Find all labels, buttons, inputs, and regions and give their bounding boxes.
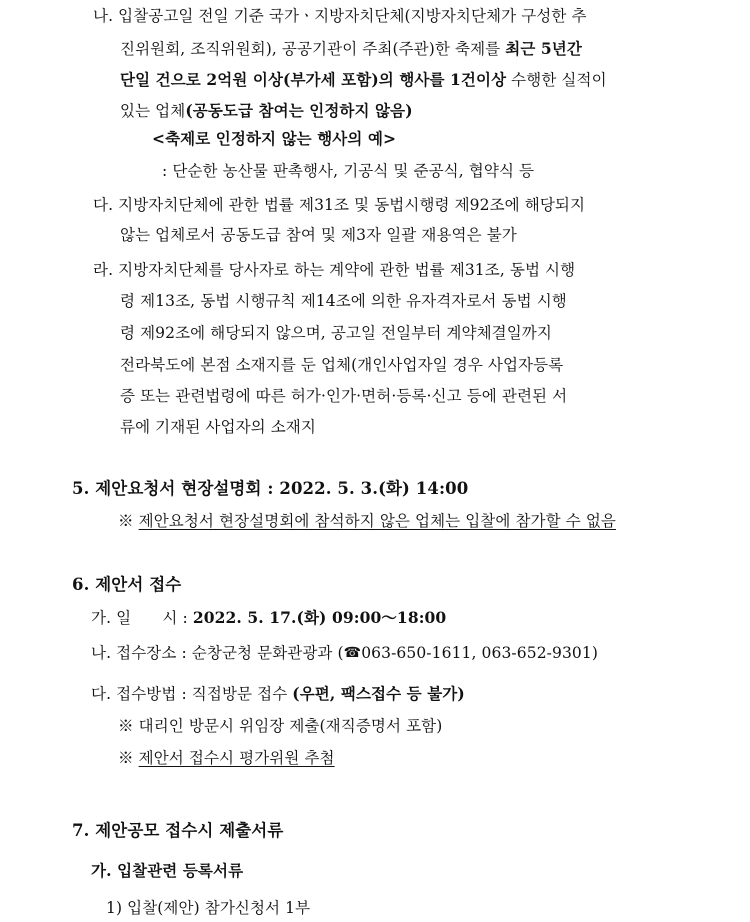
phone-icon: ☎ bbox=[343, 645, 362, 661]
section6-note1-text: 대리인 방문시 위임장 제출(재직증명서 포함) bbox=[138, 717, 443, 735]
section-na-text1: 입찰공고일 전일 기준 국가ㆍ지방자치단체(지방자치단체가 구성한 추 bbox=[118, 7, 587, 25]
section-na-line2 bbox=[120, 38, 582, 60]
section-da-text1: 지방자치단체에 관한 법률 제31조 및 동법시행령 제92조에 해당되지 bbox=[118, 196, 586, 214]
section-ra-marker: 라. bbox=[93, 261, 114, 279]
section-ra-line4: 전라북도에 본점 소재지를 둔 업체(개인사업자일 경우 사업자등록 bbox=[120, 356, 564, 374]
section-na-text3: 단일 건으로 2억원 이상(부가세 포함)의 행사를 1건이상 bbox=[120, 70, 507, 89]
section7-item1: 1) 입찰(제안) 참가신청서 1부 bbox=[106, 899, 311, 917]
section5-note bbox=[118, 510, 616, 532]
section-ra-text1: 지방자치단체를 당사자로 하는 계약에 관한 법률 제31조, 동법 시행 bbox=[118, 261, 576, 279]
section6-da bbox=[91, 683, 465, 705]
section-na-text2a: 진위원회, 조직위원회), 공공기관이 주최(주관)한 축제를 bbox=[120, 40, 506, 58]
section6-title: 6. 제안서 접수 bbox=[72, 575, 182, 594]
section6-na bbox=[91, 642, 598, 665]
section-ra-line5: 증 또는 관련법령에 따른 허가·인가·면허·등록·신고 등에 관련된 서 bbox=[120, 387, 568, 405]
section-na-example-desc: : 단순한 농산물 판촉행사, 기공식 및 준공식, 협약식 등 bbox=[162, 162, 535, 180]
section6-da-bold: (우편, 팩스접수 등 불가) bbox=[292, 684, 465, 703]
section-na-line4 bbox=[120, 100, 413, 122]
section-na-line3 bbox=[120, 69, 607, 91]
section-ra-line2: 령 제13조, 동법 시행규칙 제14조에 의한 유자격자로서 동법 시행 bbox=[120, 292, 567, 310]
section-ra-line6: 류에 기재된 사업자의 소재지 bbox=[120, 418, 316, 436]
section6-ga-value: 2022. 5. 17.(화) 09:00～18:00 bbox=[192, 608, 447, 627]
section6-note2-mark: ※ bbox=[118, 749, 134, 767]
section7-subtitle: 가. 입찰관련 등록서류 bbox=[91, 861, 244, 880]
section-na-example-title: <축제로 인정하지 않는 행사의 예> bbox=[152, 129, 397, 148]
section-na-line1 bbox=[93, 5, 587, 27]
section-na-text4a: 있는 업체 bbox=[120, 102, 186, 120]
section-na-text4b: (공동도급 참여는 인정하지 않음) bbox=[185, 101, 413, 120]
section6-da-label: 다. 접수방법 : 직접방문 접수 bbox=[91, 685, 293, 703]
section6-na-label: 나. 접수장소 : 순창군청 문화관광과 ( bbox=[91, 644, 344, 662]
section-da-marker: 다. bbox=[93, 196, 114, 214]
section-na-text3c: 수행한 실적이 bbox=[506, 71, 607, 89]
section6-note2-text: 제안서 접수시 평가위원 추첨 bbox=[138, 749, 335, 767]
section5-note-text: 제안요청서 현장설명회에 참석하지 않은 업체는 입찰에 참가할 수 없음 bbox=[138, 512, 616, 530]
section6-note2 bbox=[118, 747, 335, 769]
section-na-marker: 나. bbox=[93, 7, 114, 25]
section6-ga-label: 가. 일 시 : bbox=[91, 609, 188, 627]
section6-note1 bbox=[118, 715, 442, 737]
section-ra-line1 bbox=[93, 259, 575, 281]
section6-na-phone: 063-650-1611, 063-652-9301) bbox=[361, 644, 598, 662]
section6-note1-mark: ※ bbox=[118, 717, 134, 735]
section6-ga bbox=[91, 607, 446, 629]
section-da-line1 bbox=[93, 194, 585, 216]
section-na-text2b: 최근 5년간 bbox=[505, 39, 582, 58]
section7-title: 7. 제안공모 접수시 제출서류 bbox=[72, 821, 284, 840]
section-ra-line3: 령 제92조에 해당되지 않으며, 공고일 전일부터 계약체결일까지 bbox=[120, 324, 552, 342]
section5-title: 5. 제안요청서 현장설명회 : 2022. 5. 3.(화) 14:00 bbox=[72, 479, 469, 498]
section-da-line2: 않는 업체로서 공동도급 참여 및 제3자 일괄 재용역은 불가 bbox=[120, 226, 517, 244]
section5-note-mark: ※ bbox=[118, 512, 134, 530]
